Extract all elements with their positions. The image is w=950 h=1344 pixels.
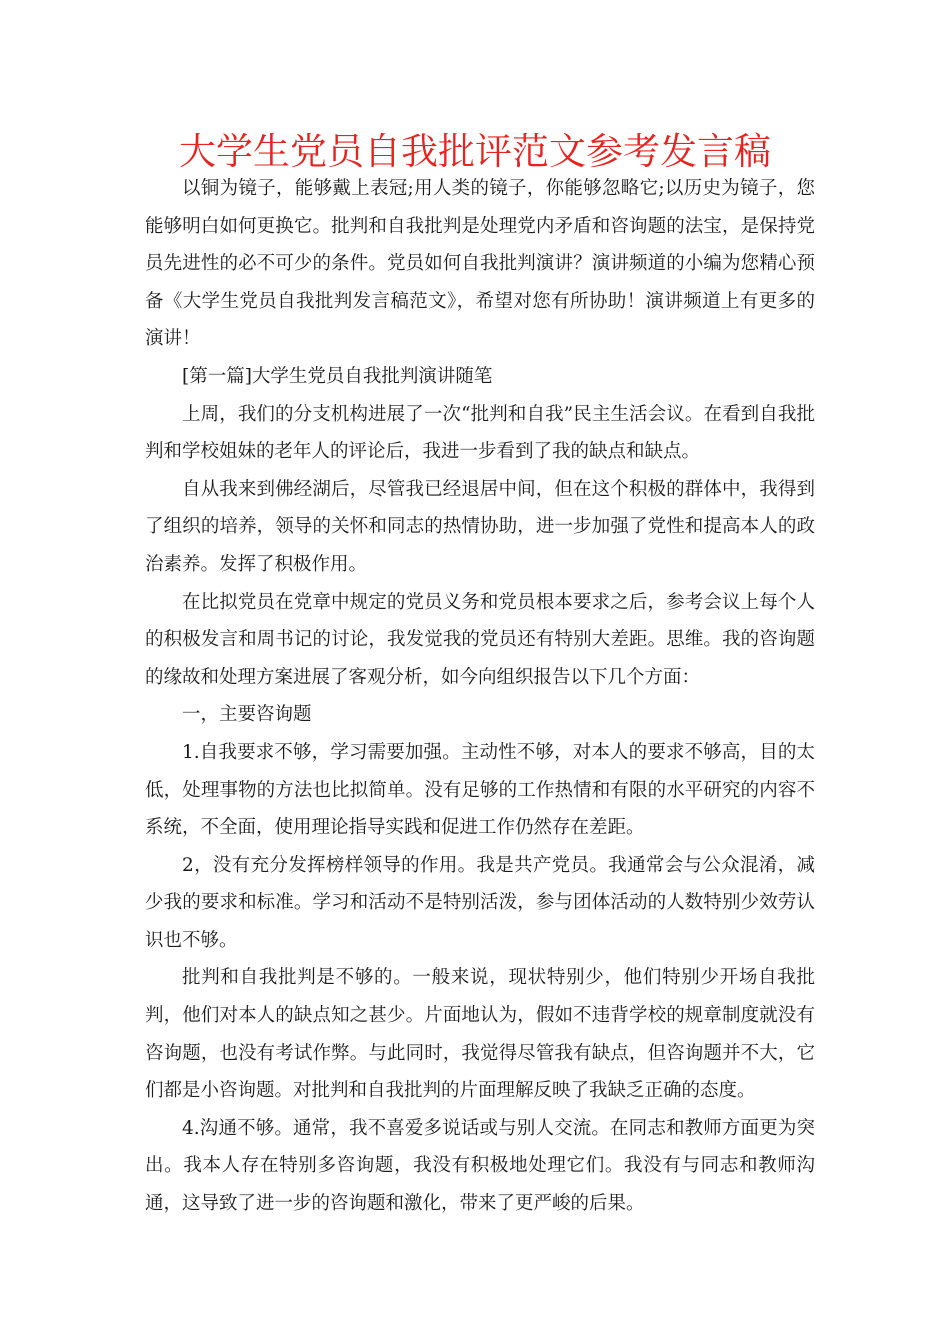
paragraph-intro: 以铜为镜子，能够戴上表冠;用人类的镜子，你能够忽略它;以历史为镜子，您能够明白如何更换它。批判和自我批判是处理党内矛盾和咨询题的法宝，是保持党员先进性的必不可少的条件。党员如何自我批判演讲？演讲频道的小编为您精心预备《大学生党员自我批判发言稿范文》，希望对您有所协助！演讲频道上有更多的演讲！ (145, 178, 815, 350)
document-title: 大学生党员自我批评范文参考发言稿 (179, 130, 771, 173)
paragraph: 自从我来到佛经湖后，尽管我已经退居中间，但在这个积极的群体中，我得到了组织的培养，领导的关怀和同志的热情协助，进一步加强了党性和提高本人的政治素养。发挥了积极作用。 (145, 478, 815, 575)
paragraph: 在比拟党员在党章中规定的党员义务和党员根本要求之后，参考会议上每个人的积极发言和周书记的讨论，我发觉我的党员还有特别大差距。思维。我的咨询题的缘故和处理方案进展了客观分析，如今向组织报告以下几个方面： (145, 591, 815, 688)
list-item: 4.沟通不够。通常，我不喜爱多说话或与别人交流。在同志和教师方面更为突出。我本人存在特别多咨询题，我没有积极地处理它们。我没有与同志和教师沟通，这导致了进一步的咨询题和激化，带来了更严峻的后果。 (145, 1117, 815, 1215)
paragraph: 上周，我们的分支机构进展了一次“批判和自我”民主生活会议。在看到自我批判和学校姐妹的老年人的评论后，我进一步看到了我的缺点和缺点。 (145, 403, 815, 463)
paragraph: 批判和自我批判是不够的。一般来说，现状特别少，他们特别少开场自我批判，他们对本人的缺点知之甚少。片面地认为，假如不违背学校的规章制度就没有咨询题，也没有考试作弊。与此同时，我觉得尽管我有缺点，但咨询题并不大，它们都是小咨询题。对批判和自我批判的片面理解反映了我缺乏正确的态度。 (145, 967, 815, 1102)
section-heading: [第一篇]大学生党员自我批判演讲随笔 (182, 365, 493, 387)
list-item: 1.自我要求不够，学习需要加强。主动性不够，对本人的要求不够高，目的太低，处理事物的方法也比拟简单。没有足够的工作热情和有限的水平研究的内容不系统，不全面，使用理论指导实践和促进工作仍然存在差距。 (145, 741, 815, 839)
document-body (145, 170, 815, 1223)
list-item: 2，没有充分发挥榜样领导的作用。我是共产党员。我通常会与公众混淆，减少我的要求和标准。学习和活动不是特别活泼，参与团体活动的人数特别少效劳认识也不够。 (145, 854, 815, 951)
subsection-heading: 一，主要咨询题 (182, 704, 312, 726)
